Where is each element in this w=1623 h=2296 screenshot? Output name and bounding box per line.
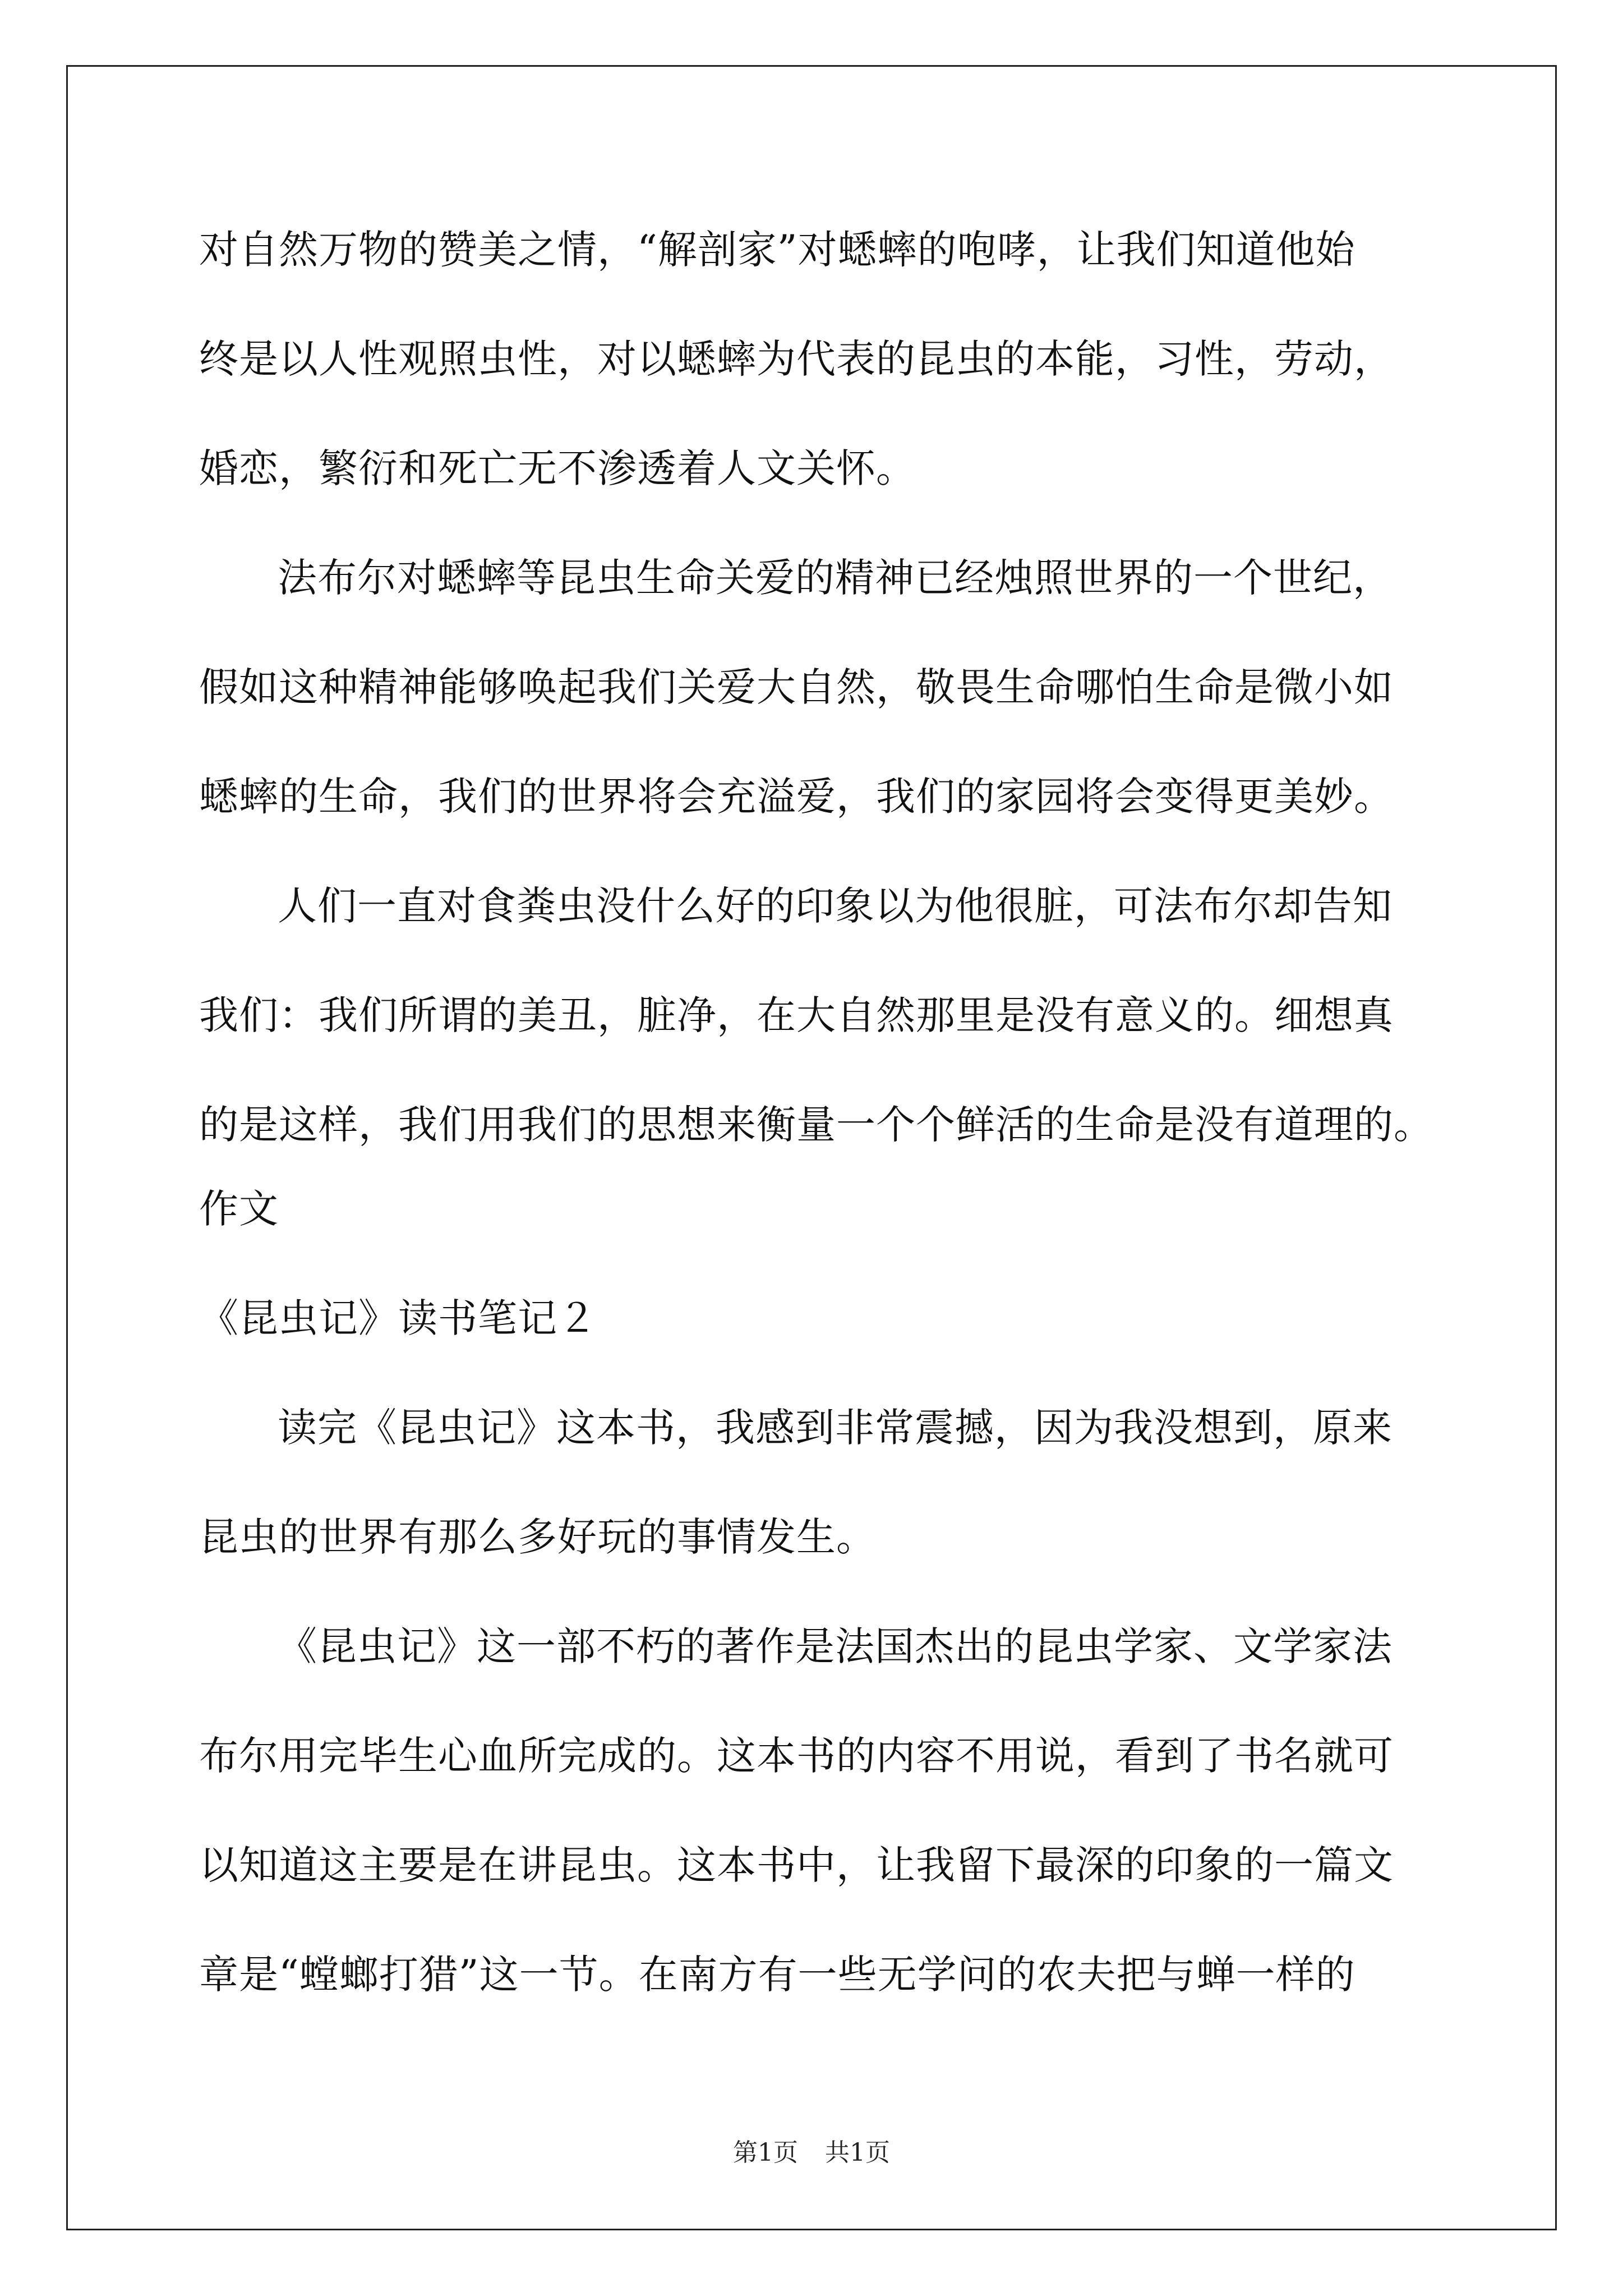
text-line: 蟋蟀的生命，我们的世界将会充溢爱，我们的家园将会变得更美妙。 <box>199 774 1394 820</box>
text-line: 的是这样，我们用我们的思想来衡量一个个鲜活的生命是没有道理的。 <box>199 1102 1433 1148</box>
page-footer <box>0 2137 1623 2169</box>
text-line: 对自然万物的赞美之情，“解剖家”对蟋蟀的咆哮，让我们知道他始 <box>199 227 1355 273</box>
paragraph-start-line: 人们一直对食粪虫没什么好的印象以为他很脏，可法布尔却告知 <box>278 883 1393 929</box>
text-line: 布尔用完毕生心血所完成的。这本书的内容不用说，看到了书名就可 <box>199 1733 1394 1779</box>
text-line: 终是以人性观照虫性，对以蟋蟀为代表的昆虫的本能，习性，劳动， <box>199 336 1394 382</box>
page-number: 第1页 <box>733 2138 798 2167</box>
text-line: 昆虫的世界有那么多好玩的事情发生。 <box>199 1514 876 1560</box>
text-line: 以知道这主要是在讲昆虫。这本书中，让我留下最深的印象的一篇文 <box>199 1842 1394 1888</box>
section-heading: 《昆虫记》读书笔记２ <box>199 1295 597 1341</box>
text-line: 章是“螳螂打猎”这一节。在南方有一些无学问的农夫把与蝉一样的 <box>199 1952 1355 1998</box>
paragraph-start-line: 读完《昆虫记》这本书，我感到非常震撼，因为我没想到，原来 <box>278 1405 1393 1451</box>
paragraph-start-line: 法布尔对蟋蟀等昆虫生命关爱的精神已经烛照世界的一个世纪， <box>278 555 1393 601</box>
text-line: 我们：我们所谓的美丑，脏净，在大自然那里是没有意义的。细想真 <box>199 992 1394 1038</box>
page-total: 共1页 <box>825 2138 890 2167</box>
text-line: 婚恋，繁衍和死亡无不渗透着人文关怀。 <box>199 445 916 491</box>
paragraph-start-line: 《昆虫记》这一部不朽的著作是法国杰出的昆虫学家、文学家法 <box>278 1623 1393 1669</box>
text-line: 作文 <box>199 1186 279 1232</box>
text-line: 假如这种精神能够唤起我们关爱大自然，敬畏生命哪怕生命是微小如 <box>199 664 1394 710</box>
